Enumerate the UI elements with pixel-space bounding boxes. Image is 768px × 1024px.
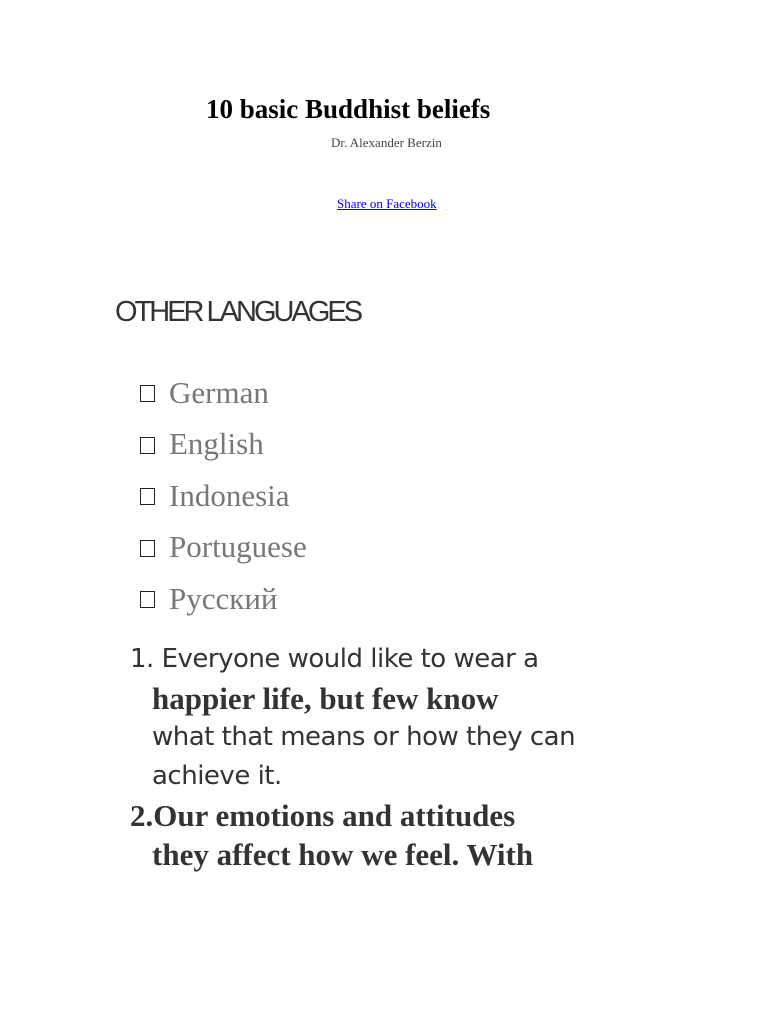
language-item-german[interactable]: [140, 367, 307, 419]
share-on-facebook-link[interactable]: Share on Facebook: [337, 196, 437, 211]
list-item-1-line-4: achieve it.: [152, 761, 282, 791]
document-author: Dr. Alexander Berzin: [331, 135, 442, 150]
list-item-1-line-2: happier life, but few know: [152, 681, 499, 716]
list-item-2-line-2: they affect how we feel. With: [152, 837, 534, 872]
list-number: 1.: [130, 644, 154, 674]
other-languages-heading: OTHER LANGUAGES: [115, 296, 361, 328]
language-label: English: [169, 426, 264, 462]
language-list: [140, 367, 307, 625]
language-item-english[interactable]: [140, 419, 307, 471]
checkbox-icon: [140, 385, 155, 402]
language-label: Indonesia: [169, 477, 290, 513]
list-number: 2.: [130, 798, 154, 833]
language-item-portuguese[interactable]: [140, 522, 307, 574]
language-item-indonesia[interactable]: [140, 470, 307, 522]
language-label: German: [169, 374, 269, 410]
belief-list: [130, 640, 575, 874]
document-title: 10 basic Buddhist beliefs: [206, 94, 491, 124]
checkbox-icon: [140, 437, 155, 454]
list-item-1-line-3: what that means or how they can: [152, 722, 576, 752]
checkbox-icon: [140, 591, 155, 608]
list-text: Our emotions and attitudes: [153, 798, 516, 833]
checkbox-icon: [140, 540, 155, 557]
language-item-russian[interactable]: [140, 573, 307, 625]
list-item-1-line-1: [130, 640, 575, 679]
list-text: Everyone would like to wear a: [161, 644, 539, 674]
checkbox-icon: [140, 488, 155, 505]
language-label: Portuguese: [169, 529, 307, 565]
list-item-2-line-1: [130, 796, 575, 835]
language-label: Русский: [169, 580, 278, 616]
